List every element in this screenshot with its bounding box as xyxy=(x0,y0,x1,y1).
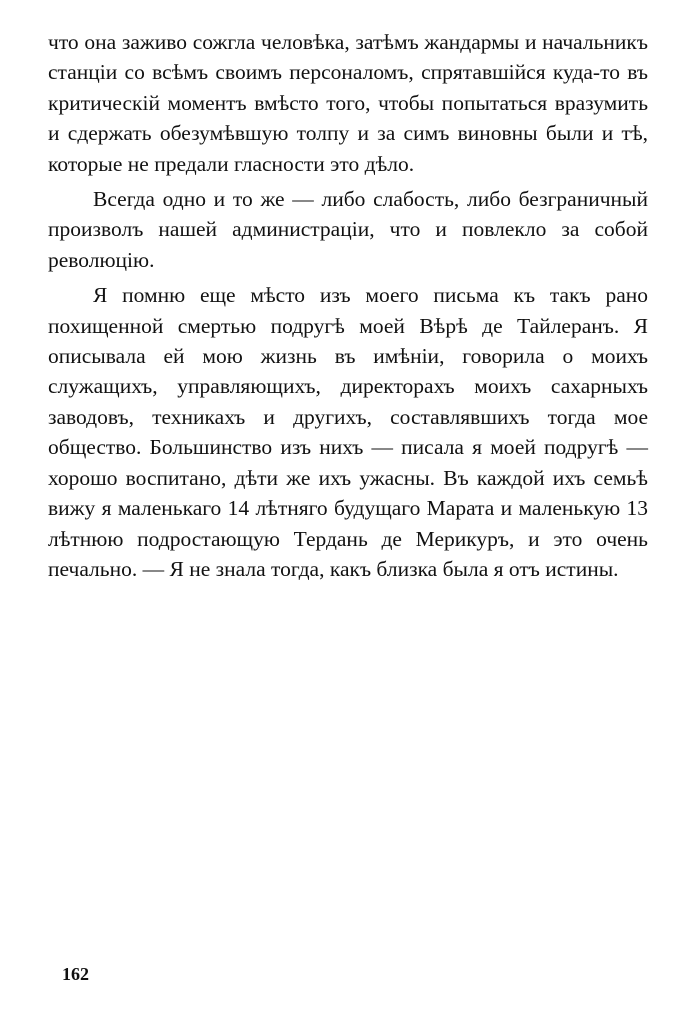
paragraph-continuation: что она заживо сожгла человѣка, затѣмъ жандармы и начальникъ станціи со всѣмъ своимъ персоналомъ, спрятавшійся куда-то въ критическій моментъ вмѣсто того, чтобы попытаться вразумить и сдержать обезумѣвшую толпу и за симъ виновны были и тѣ, которые не предали гласности это дѣло. xyxy=(48,30,648,176)
paragraph-letter-memory: Я помню еще мѣсто изъ моего письма къ такъ рано похищенной смертью подругѣ моей Вѣрѣ де Тайлеранъ. Я описывала ей мою жизнь въ имѣніи, говорила о моихъ служащихъ, управляющихъ, директорахъ моихъ сахарныхъ заводовъ, техникахъ и другихъ, составлявшихъ тогда мое общество. Большинство изъ нихъ — писала я моей подругѣ — хорошо воспитано, дѣти же ихъ ужасны. Въ каждой ихъ семьѣ вижу я маленькаго 14 лѣтняго будущаго Марата и маленькую 13 лѣтнюю подростающую Тердань де Мерикуръ, и это очень печально. — Я не знала тогда, какъ близка была я отъ истины. xyxy=(48,283,648,581)
page-body-text xyxy=(48,27,648,584)
page-number: 162 xyxy=(62,964,89,984)
paragraph-administration: Всегда одно и то же — либо слабость, либо безграничный произволъ нашей администраціи, что и повлекло за собой революцію. xyxy=(48,187,648,272)
